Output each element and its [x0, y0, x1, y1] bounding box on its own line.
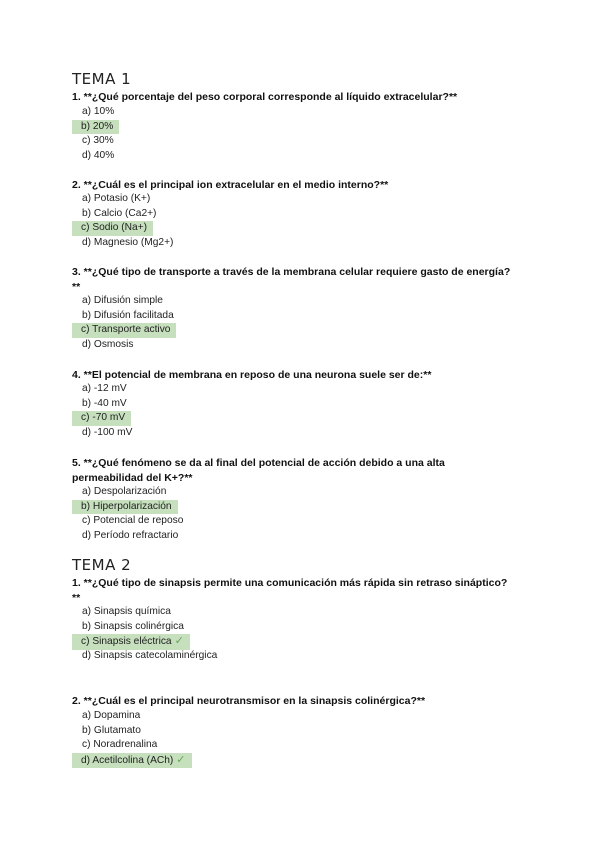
options-1-4 [81, 382, 133, 440]
option-d: d) Osmosis [82, 338, 134, 350]
option-b: b) Sinapsis colinérgica [82, 620, 184, 632]
option-d-correct: d) Acetilcolina (ACh) ✓ [81, 753, 192, 768]
option-a: a) Despolarización [82, 486, 167, 497]
option-d: d) -100 mV [82, 426, 133, 438]
option-a: a) Sinapsis química [82, 606, 171, 617]
option-b: b) -40 mV [82, 397, 127, 409]
checkmark-icon: ✓ [176, 753, 186, 766]
section-title-tema-2: TEMA 2 [72, 556, 132, 574]
option-c-correct: c) Sinapsis eléctrica ✓ [81, 634, 218, 649]
options-1-5 [81, 485, 184, 543]
option-a: a) -12 mV [82, 383, 127, 394]
checkmark-icon: ✓ [174, 635, 184, 648]
question-1-5: 5. **¿Qué fenómeno se da al final del potencial de acción debido a una alta permeabilidad del K+?** [72, 457, 445, 484]
question-1-4: 4. **El potencial de membrana en reposo de una neurona suele ser de:** [72, 369, 432, 381]
option-c-correct: c) -70 mV [81, 411, 133, 426]
option-b: b) Glutamato [82, 724, 141, 736]
options-2-2 [81, 709, 192, 767]
options-2-1 [81, 605, 218, 663]
option-a: a) Difusión simple [82, 295, 163, 306]
options-1-1 [81, 105, 119, 163]
option-b: b) Calcio (Ca2+) [82, 207, 157, 219]
option-d: d) 40% [82, 149, 115, 161]
option-b: b) Difusión facilitada [82, 309, 174, 321]
option-b-correct: b) Hiperpolarización [81, 500, 184, 515]
options-1-3 [81, 294, 176, 352]
option-c: c) Potencial de reposo [82, 515, 184, 527]
question-1-1: 1. **¿Qué porcentaje del peso corporal corresponde al líquido extracelular?** [72, 91, 458, 103]
option-d: d) Magnesio (Mg2+) [82, 236, 174, 248]
question-1-3: 3. **¿Qué tipo de transporte a través de la membrana celular requiere gasto de energía?** [72, 266, 511, 293]
options-1-2 [81, 192, 174, 250]
option-a: a) Dopamina [82, 710, 141, 721]
option-c-correct: c) Sodio (Na+) [81, 221, 174, 236]
option-c-correct: c) Transporte activo [81, 323, 176, 338]
option-a: a) 10% [82, 106, 115, 117]
option-c: c) 30% [82, 135, 114, 147]
question-1-2: 2. **¿Cuál es el principal ion extracelular en el medio interno?** [72, 179, 389, 191]
option-c: c) Noradrenalina [82, 739, 158, 751]
option-b-correct: b) 20% [81, 120, 119, 135]
section-title-tema-1: TEMA 1 [72, 70, 132, 88]
option-d: d) Período refractario [82, 529, 179, 541]
question-2-2: 2. **¿Cuál es el principal neurotransmisor en la sinapsis colinérgica?** [72, 695, 426, 707]
option-d: d) Sinapsis catecolaminérgica [82, 649, 218, 661]
option-a: a) Potasio (K+) [82, 193, 151, 204]
question-2-1: 1. **¿Qué tipo de sinapsis permite una comunicación más rápida sin retraso sináptico?** [72, 577, 508, 604]
